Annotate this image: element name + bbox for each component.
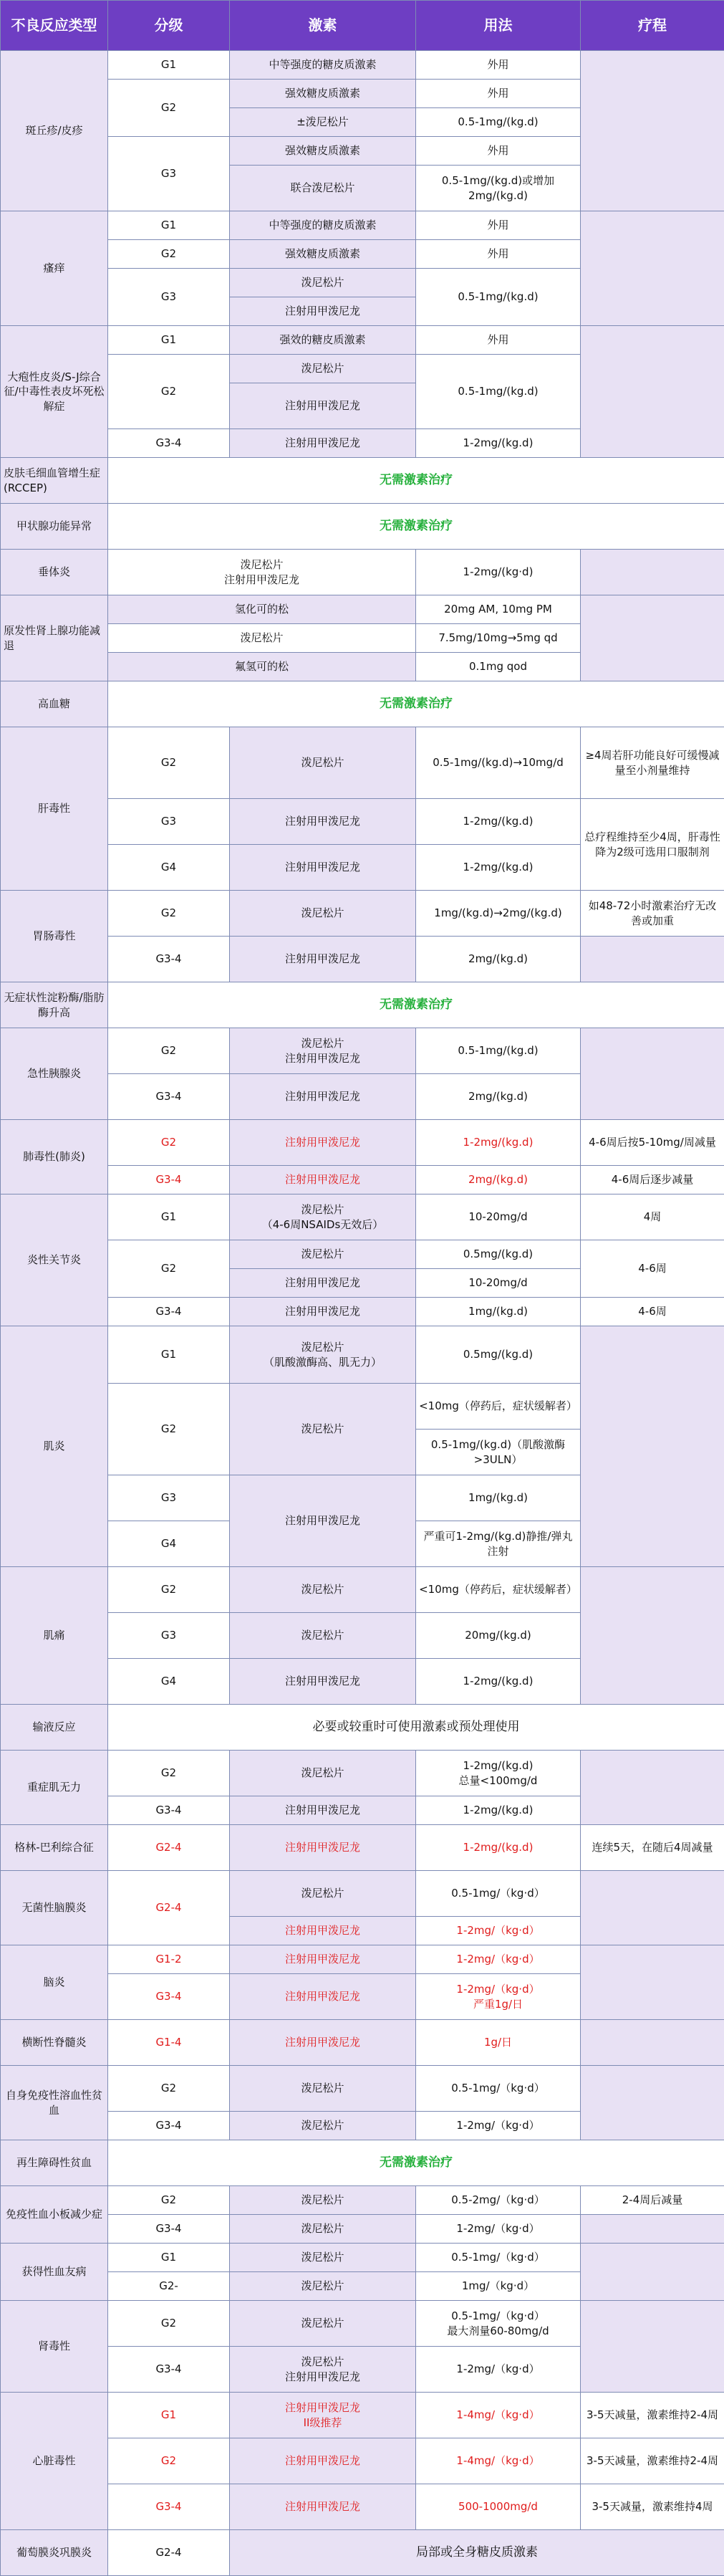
grade-cell: G2 [108, 2438, 230, 2484]
usage-cell: 0.5-1mg/(kg.d) [416, 269, 581, 326]
drug-cell [108, 550, 416, 595]
drug-cell: 泼尼松片 [230, 2112, 416, 2140]
course-cell: 3-5天减量，激素维持4周 [581, 2484, 724, 2530]
drug-cell: 注射用甲泼尼龙 [230, 1298, 416, 1326]
table-row [1, 937, 724, 982]
grade-cell: G3-4 [108, 429, 230, 458]
no-steroid-note: 无需激素治疗 [108, 458, 724, 504]
grade-cell: G1 [108, 326, 230, 355]
grade-cell: G2 [108, 2186, 230, 2215]
table-row [1, 1166, 724, 1194]
grade-cell: G3-4 [108, 1796, 230, 1825]
category-cell: 皮肤毛细血管增生症(RCCEP) [1, 458, 108, 504]
course-cell [581, 2301, 724, 2393]
header-course: 疗程 [581, 1, 724, 51]
usage-line: 0.5-1mg/（kg·d） [419, 2309, 577, 2323]
usage-line: 严重1g/日 [419, 1997, 577, 2011]
category-cell: 无症状性淀粉酶/脂肪酶升高 [1, 982, 108, 1028]
usage-cell: 0.5-1mg/(kg.d) [416, 355, 581, 429]
usage-cell [416, 1751, 581, 1796]
table-row [1, 1120, 724, 1166]
usage-cell: 严重可1-2mg/(kg.d)静推/弹丸注射 [416, 1521, 581, 1567]
course-cell: ≥4周若肝功能良好可缓慢减量至小剂量维持 [581, 727, 724, 799]
drug-cell: 泼尼松片 [230, 1751, 416, 1796]
grade-cell: G2 [108, 1028, 230, 1074]
usage-cell: 0.5-1mg/（kg·d） [416, 2244, 581, 2272]
category-cell: 肌痛 [1, 1567, 108, 1705]
usage-cell: 1-2mg/(kg.d) [416, 1796, 581, 1825]
drug-cell: 泼尼松片 [230, 269, 416, 297]
usage-cell: 1-4mg/（kg·d） [416, 2393, 581, 2438]
drug-cell: 强效的糖皮质激素 [230, 326, 416, 355]
course-cell [581, 2020, 724, 2066]
drug-cell: 注射用甲泼尼龙 [230, 2020, 416, 2066]
course-cell [581, 1326, 724, 1567]
course-cell [581, 51, 724, 211]
drug-cell [230, 2393, 416, 2438]
header-usage: 用法 [416, 1, 581, 51]
course-cell [581, 1751, 724, 1825]
course-cell [581, 2215, 724, 2244]
drug-cell: 氟氢可的松 [108, 653, 416, 681]
drug-cell: 注射用甲泼尼龙 [230, 937, 416, 982]
drug-cell: 泼尼松片 [230, 1567, 416, 1613]
usage-cell: 20mg/(kg.d) [416, 1613, 581, 1659]
table-row [1, 982, 724, 1028]
course-cell: 2-4周后减量 [581, 2186, 724, 2215]
category-cell: 胃肠毒性 [1, 891, 108, 982]
usage-line: 1-2mg/(kg.d) [419, 1758, 577, 1773]
infusion-note: 必要或较重时可使用激素或预处理使用 [108, 1705, 724, 1751]
category-cell: 原发性肾上腺功能减退 [1, 595, 108, 681]
usage-cell: 0.5-1mg/(kg.d) [416, 108, 581, 137]
usage-cell: 1-2mg/(kg.d) [416, 799, 581, 845]
grade-cell: G2 [108, 1384, 230, 1475]
drug-cell: 泼尼松片 [230, 727, 416, 799]
table-row [1, 2215, 724, 2244]
grade-cell: G3-4 [108, 1974, 230, 2020]
usage-line: 总量<100mg/d [419, 1773, 577, 1788]
drug-note: （4-6周NSAIDs无效后） [233, 1217, 412, 1232]
usage-cell: 10-20mg/d [416, 1194, 581, 1240]
table-row [1, 550, 724, 595]
table-row [1, 1194, 724, 1240]
course-cell [581, 550, 724, 595]
table-row [1, 1751, 724, 1796]
usage-cell: 外用 [416, 137, 581, 166]
grade-cell: G1 [108, 1194, 230, 1240]
usage-cell: 2mg/(kg.d) [416, 1074, 581, 1120]
grade-cell: G3 [108, 269, 230, 326]
table-row [1, 1326, 724, 1384]
grade-cell: G3-4 [108, 1074, 230, 1120]
usage-cell: 1-2mg/(kg.d) [416, 1659, 581, 1705]
usage-cell: 0.5-1mg/(kg.d)→10mg/d [416, 727, 581, 799]
table-row [1, 2530, 724, 2576]
drug-cell: 强效糖皮质激素 [230, 80, 416, 108]
category-cell: 葡萄膜炎巩膜炎 [1, 2530, 108, 2576]
drug-cell: 注射用甲泼尼龙 [230, 1917, 416, 1945]
usage-cell: 外用 [416, 240, 581, 269]
drug-cell: 泼尼松片 [230, 2066, 416, 2112]
category-cell: 重症肌无力 [1, 1751, 108, 1825]
drug-cell: 注射用甲泼尼龙 [230, 2484, 416, 2530]
category-cell: 格林-巴利综合征 [1, 1825, 108, 1871]
drug-cell: 联合泼尼松片 [230, 166, 416, 211]
drug-cell: 注射用甲泼尼龙 [230, 1659, 416, 1705]
drug-line: 泼尼松片 [233, 1202, 412, 1217]
drug-cell: 注射用甲泼尼龙 [230, 1120, 416, 1166]
table-row [1, 799, 724, 845]
table-row [1, 2393, 724, 2438]
table-row [1, 1705, 724, 1751]
table-row [1, 891, 724, 937]
category-cell: 获得性血友病 [1, 2244, 108, 2301]
category-cell: 炎性关节炎 [1, 1194, 108, 1326]
grade-cell: G4 [108, 1521, 230, 1567]
grade-cell: G1 [108, 2393, 230, 2438]
table-row [1, 2020, 724, 2066]
grade-cell: G2 [108, 891, 230, 937]
course-cell [581, 1567, 724, 1705]
category-cell: 斑丘疹/皮疹 [1, 51, 108, 211]
drug-cell: 泼尼松片 [230, 1240, 416, 1269]
table-row [1, 504, 724, 550]
usage-cell: 1g/日 [416, 2020, 581, 2066]
usage-cell: 1mg/(kg.d) [416, 1298, 581, 1326]
drug-cell: 注射用甲泼尼龙 [230, 383, 416, 429]
grade-cell: G3-4 [108, 2215, 230, 2244]
category-cell: 高血糖 [1, 681, 108, 727]
grade-cell: G2- [108, 2272, 230, 2301]
usage-cell [416, 1974, 581, 2020]
drug-cell [230, 1194, 416, 1240]
grade-cell: G3 [108, 1475, 230, 1521]
grade-cell: G2-4 [108, 2530, 230, 2576]
drug-cell: 泼尼松片 [230, 1384, 416, 1475]
usage-line: 最大剂量60-80mg/d [419, 2324, 577, 2338]
course-cell: 连续5天，在随后4周减量 [581, 1825, 724, 1871]
grade-cell: G4 [108, 1659, 230, 1705]
usage-cell: <10mg（停药后，症状缓解者） [416, 1567, 581, 1613]
table-row [1, 595, 724, 624]
grade-cell: G3-4 [108, 2112, 230, 2140]
course-cell: 4-6周后逐步减量 [581, 1166, 724, 1194]
course-cell [581, 1028, 724, 1120]
usage-cell: 20mg AM, 10mg PM [416, 595, 581, 624]
table-row [1, 1567, 724, 1613]
grade-cell: G2 [108, 240, 230, 269]
grade-cell: G3-4 [108, 2484, 230, 2530]
grade-cell: G3 [108, 1613, 230, 1659]
grade-cell: G1 [108, 211, 230, 240]
usage-cell: 外用 [416, 211, 581, 240]
course-cell [581, 1945, 724, 2020]
course-cell: 4-6周 [581, 1298, 724, 1326]
category-cell: 瘙痒 [1, 211, 108, 326]
table-row [1, 1871, 724, 1917]
category-cell: 肾毒性 [1, 2301, 108, 2393]
grade-cell: G3-4 [108, 2347, 230, 2393]
drug-cell: 泼尼松片 [108, 624, 416, 653]
drug-note: （肌酸激酶高、肌无力） [233, 1355, 412, 1369]
grade-cell: G2 [108, 355, 230, 429]
grade-cell: G2 [108, 1240, 230, 1298]
category-cell: 横断性脊髓炎 [1, 2020, 108, 2066]
no-steroid-note: 无需激素治疗 [108, 504, 724, 550]
usage-cell: 2mg/(kg.d) [416, 937, 581, 982]
category-cell: 肌炎 [1, 1326, 108, 1567]
category-cell: 自身免疫性溶血性贫血 [1, 2066, 108, 2140]
usage-cell: 0.1mg qod [416, 653, 581, 681]
usage-cell: 1mg/（kg·d） [416, 2272, 581, 2301]
usage-cell: 1-2mg/(kg.d) [416, 429, 581, 458]
usage-cell: 外用 [416, 326, 581, 355]
table-row [1, 727, 724, 799]
usage-cell: 1mg/(kg.d)→2mg/(kg.d) [416, 891, 581, 937]
usage-cell: 0.5-1mg/(kg.d)或增加2mg/(kg.d) [416, 166, 581, 211]
usage-cell: 1-2mg/(kg.d) [416, 845, 581, 891]
drug-cell: 泼尼松片 [230, 1613, 416, 1659]
category-cell: 免疫性血小板减少症 [1, 2186, 108, 2244]
grade-cell: G3-4 [108, 1166, 230, 1194]
drug-cell: 注射用甲泼尼龙 [230, 1825, 416, 1871]
course-cell [581, 1871, 724, 1945]
category-cell: 脑炎 [1, 1945, 108, 2020]
drug-cell: 注射用甲泼尼龙 [230, 1974, 416, 2020]
table-row [1, 1240, 724, 1269]
category-cell: 无菌性脑膜炎 [1, 1871, 108, 1945]
table-row [1, 2244, 724, 2272]
usage-cell: 0.5-1mg/（kg·d） [416, 2066, 581, 2112]
course-cell: 4-6周后按5-10mg/周减量 [581, 1120, 724, 1166]
grade-cell: G2 [108, 1567, 230, 1613]
header-grade: 分级 [108, 1, 230, 51]
course-cell [581, 595, 724, 681]
course-cell: 4周 [581, 1194, 724, 1240]
no-steroid-note: 无需激素治疗 [108, 681, 724, 727]
category-cell: 肺毒性(肺炎) [1, 1120, 108, 1194]
course-cell [581, 211, 724, 326]
grade-cell: G3-4 [108, 937, 230, 982]
course-cell: 3-5天减量，激素维持2-4周 [581, 2438, 724, 2484]
no-steroid-note: 无需激素治疗 [108, 982, 724, 1028]
usage-cell [416, 2301, 581, 2347]
drug-cell [230, 1326, 416, 1384]
drug-cell: 注射用甲泼尼龙 [230, 1269, 416, 1298]
grade-cell: G1 [108, 1326, 230, 1384]
local-steroid-note: 局部或全身糖皮质激素 [230, 2530, 724, 2576]
grade-cell: G3 [108, 137, 230, 211]
table-row [1, 2301, 724, 2347]
category-cell: 心脏毒性 [1, 2393, 108, 2530]
usage-cell: 1-2mg/(kg·d) [416, 550, 581, 595]
course-cell [581, 326, 724, 458]
course-cell: 4-6周 [581, 1240, 724, 1298]
drug-cell: 中等强度的糖皮质激素 [230, 51, 416, 80]
grade-cell: G2-4 [108, 1871, 230, 1945]
drug-line: 注射用甲泼尼龙 [233, 2370, 412, 2384]
table-row [1, 2484, 724, 2530]
usage-cell: 外用 [416, 80, 581, 108]
table-row [1, 458, 724, 504]
table-row [1, 1028, 724, 1074]
grade-cell: G1-2 [108, 1945, 230, 1974]
grade-cell: G2 [108, 2066, 230, 2112]
grade-cell: G1 [108, 2244, 230, 2272]
table-row [1, 51, 724, 80]
drug-cell [230, 1028, 416, 1074]
usage-cell: 0.5-2mg/（kg·d） [416, 2186, 581, 2215]
drug-line: 注射用甲泼尼龙 [233, 2400, 412, 2415]
usage-cell: 1-2mg/（kg·d） [416, 2347, 581, 2393]
usage-cell: 0.5-1mg/(kg.d) [416, 1028, 581, 1074]
table-row [1, 2438, 724, 2484]
drug-cell: 泼尼松片 [230, 355, 416, 383]
drug-cell: 注射用甲泼尼龙 [230, 1166, 416, 1194]
category-cell: 肝毒性 [1, 727, 108, 891]
usage-cell: 1-2mg/（kg·d） [416, 1945, 581, 1974]
grade-cell: G4 [108, 845, 230, 891]
grade-cell: G3-4 [108, 1298, 230, 1326]
category-cell: 甲状腺功能异常 [1, 504, 108, 550]
grade-cell: G3 [108, 799, 230, 845]
grade-cell: G2 [108, 2301, 230, 2347]
drug-cell: 注射用甲泼尼龙 [230, 1945, 416, 1974]
usage-cell: 1-2mg/（kg·d） [416, 1917, 581, 1945]
drug-cell: 注射用甲泼尼龙 [230, 799, 416, 845]
usage-cell: 0.5mg/(kg.d) [416, 1326, 581, 1384]
usage-cell: 0.5mg/(kg.d) [416, 1240, 581, 1269]
table-row [1, 1298, 724, 1326]
course-cell [581, 937, 724, 982]
course-cell: 如48-72小时激素治疗无改善或加重 [581, 891, 724, 937]
drug-cell: 注射用甲泼尼龙 [230, 1475, 416, 1567]
drug-line: 泼尼松片 [233, 1036, 412, 1050]
course-cell: 3-5天减量，激素维持2-4周 [581, 2393, 724, 2438]
header-drug: 激素 [230, 1, 416, 51]
usage-cell: 2mg/(kg.d) [416, 1166, 581, 1194]
table-row [1, 211, 724, 240]
table-row [1, 2066, 724, 2112]
drug-cell: 泼尼松片 [230, 2301, 416, 2347]
drug-cell: 泼尼松片 [230, 2244, 416, 2272]
drug-cell: ±泼尼松片 [230, 108, 416, 137]
usage-cell: 0.5-1mg/（kg·d） [416, 1871, 581, 1917]
course-cell [581, 2244, 724, 2301]
drug-note: II级推荐 [233, 2415, 412, 2430]
header-row [1, 1, 724, 51]
usage-cell: 外用 [416, 51, 581, 80]
drug-cell [230, 2347, 416, 2393]
table-row [1, 1945, 724, 1974]
drug-cell: 氢化可的松 [108, 595, 416, 624]
usage-cell: <10mg（停药后，症状缓解者） [416, 1384, 581, 1430]
drug-cell: 注射用甲泼尼龙 [230, 429, 416, 458]
drug-line: 注射用甲泼尼龙 [233, 1051, 412, 1066]
table-row [1, 2140, 724, 2186]
drug-cell: 泼尼松片 [230, 891, 416, 937]
grade-cell: G2 [108, 1751, 230, 1796]
drug-cell: 强效糖皮质激素 [230, 240, 416, 269]
drug-cell: 泼尼松片 [230, 2215, 416, 2244]
category-cell: 急性胰腺炎 [1, 1028, 108, 1120]
drug-cell: 注射用甲泼尼龙 [230, 1074, 416, 1120]
grade-cell: G2 [108, 80, 230, 137]
drug-line: 注射用甲泼尼龙 [111, 573, 412, 587]
usage-cell: 1-2mg/（kg·d） [416, 2215, 581, 2244]
table-row [1, 1825, 724, 1871]
table-row [1, 2186, 724, 2215]
usage-cell: 10-20mg/d [416, 1269, 581, 1298]
drug-cell: 注射用甲泼尼龙 [230, 2438, 416, 2484]
usage-cell: 500-1000mg/d [416, 2484, 581, 2530]
grade-cell: G2 [108, 1120, 230, 1166]
usage-cell: 1mg/(kg.d) [416, 1475, 581, 1521]
drug-line: 泼尼松片 [233, 2355, 412, 2369]
category-cell: 垂体炎 [1, 550, 108, 595]
table-row [1, 681, 724, 727]
drug-cell: 泼尼松片 [230, 2272, 416, 2301]
usage-cell: 0.5-1mg/(kg.d)（肌酸激酶>3ULN） [416, 1430, 581, 1475]
header-type: 不良反应类型 [1, 1, 108, 51]
category-cell: 大疱性皮炎/S-J综合征/中毒性表皮坏死松解症 [1, 326, 108, 458]
usage-cell: 1-2mg/(kg.d) [416, 1825, 581, 1871]
drug-cell: 强效糖皮质激素 [230, 137, 416, 166]
table-row [1, 326, 724, 355]
drug-cell: 注射用甲泼尼龙 [230, 297, 416, 326]
grade-cell: G2-4 [108, 1825, 230, 1871]
grade-cell: G1 [108, 51, 230, 80]
no-steroid-note: 无需激素治疗 [108, 2140, 724, 2186]
usage-line: 1-2mg/（kg·d） [419, 1982, 577, 1996]
usage-cell: 1-4mg/（kg·d） [416, 2438, 581, 2484]
drug-cell: 泼尼松片 [230, 1871, 416, 1917]
drug-line: 泼尼松片 [111, 557, 412, 572]
usage-cell: 1-2mg/（kg·d） [416, 2112, 581, 2140]
category-cell: 再生障碍性贫血 [1, 2140, 108, 2186]
usage-cell: 1-2mg/(kg.d) [416, 1120, 581, 1166]
drug-cell: 中等强度的糖皮质激素 [230, 211, 416, 240]
grade-cell: G2 [108, 727, 230, 799]
category-cell: 输液反应 [1, 1705, 108, 1751]
drug-cell: 注射用甲泼尼龙 [230, 1796, 416, 1825]
usage-cell: 7.5mg/10mg→5mg qd [416, 624, 581, 653]
drug-line: 泼尼松片 [233, 1340, 412, 1354]
grade-cell: G1-4 [108, 2020, 230, 2066]
course-cell: 总疗程维持至少4周，肝毒性降为2级可选用口服制剂 [581, 799, 724, 891]
drug-cell: 泼尼松片 [230, 2186, 416, 2215]
course-cell [581, 2066, 724, 2140]
drug-cell: 注射用甲泼尼龙 [230, 845, 416, 891]
